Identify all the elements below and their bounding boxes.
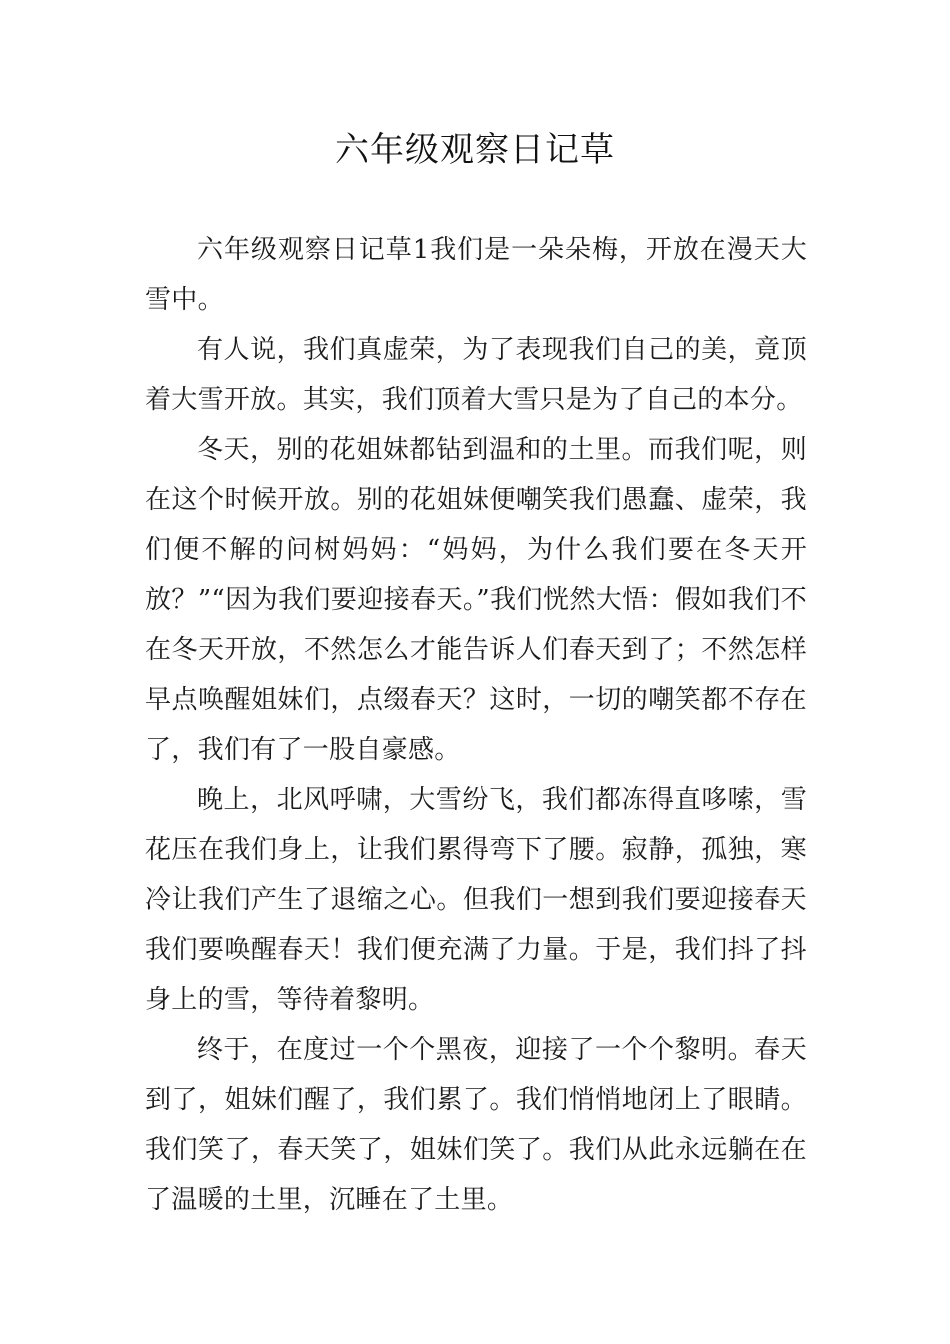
paragraph-4: 晚上，北风呼啸，大雪纷飞，我们都冻得直哆嗦，雪花压在我们身上，让我们累得弯下了腰。寂静，孤独，寒冷让我们产生了退缩之心。但我们一想到我们要迎接春天我们要唤醒春天！我们便充满了力量。于是，我们抖了抖身上的雪，等待着黎明。 — [145, 785, 807, 1015]
paragraph-2: 有人说，我们真虚荣，为了表现我们自己的美，竟顶着大雪开放。其实，我们顶着大雪只是为了自己的本分。 — [145, 335, 807, 415]
document-body — [145, 225, 807, 1225]
paragraph-3: 冬天，别的花姐妹都钻到温和的土里。而我们呢，则在这个时候开放。别的花姐妹便嘲笑我们愚蠢、虚荣，我们便不解的问树妈妈：“妈妈，为什么我们要在冬天开放？”“因为我们要迎接春天。”我们恍然大悟：假如我们不在冬天开放，不然怎么才能告诉人们春天到了；不然怎样早点唤醒姐妹们，点缀春天？这时，一切的嘲笑都不存在了，我们有了一股自豪感。 — [145, 435, 807, 765]
paragraph-1: 六年级观察日记草1我们是一朵朵梅，开放在漫天大雪中。 — [145, 235, 807, 315]
paragraph-5: 终于，在度过一个个黑夜，迎接了一个个黎明。春天到了，姐妹们醒了，我们累了。我们悄悄地闭上了眼睛。我们笑了，春天笑了，姐妹们笑了。我们从此永远躺在在了温暖的土里，沉睡在了土里。 — [145, 1035, 807, 1215]
page-title: 六年级观察日记草 — [335, 130, 615, 170]
